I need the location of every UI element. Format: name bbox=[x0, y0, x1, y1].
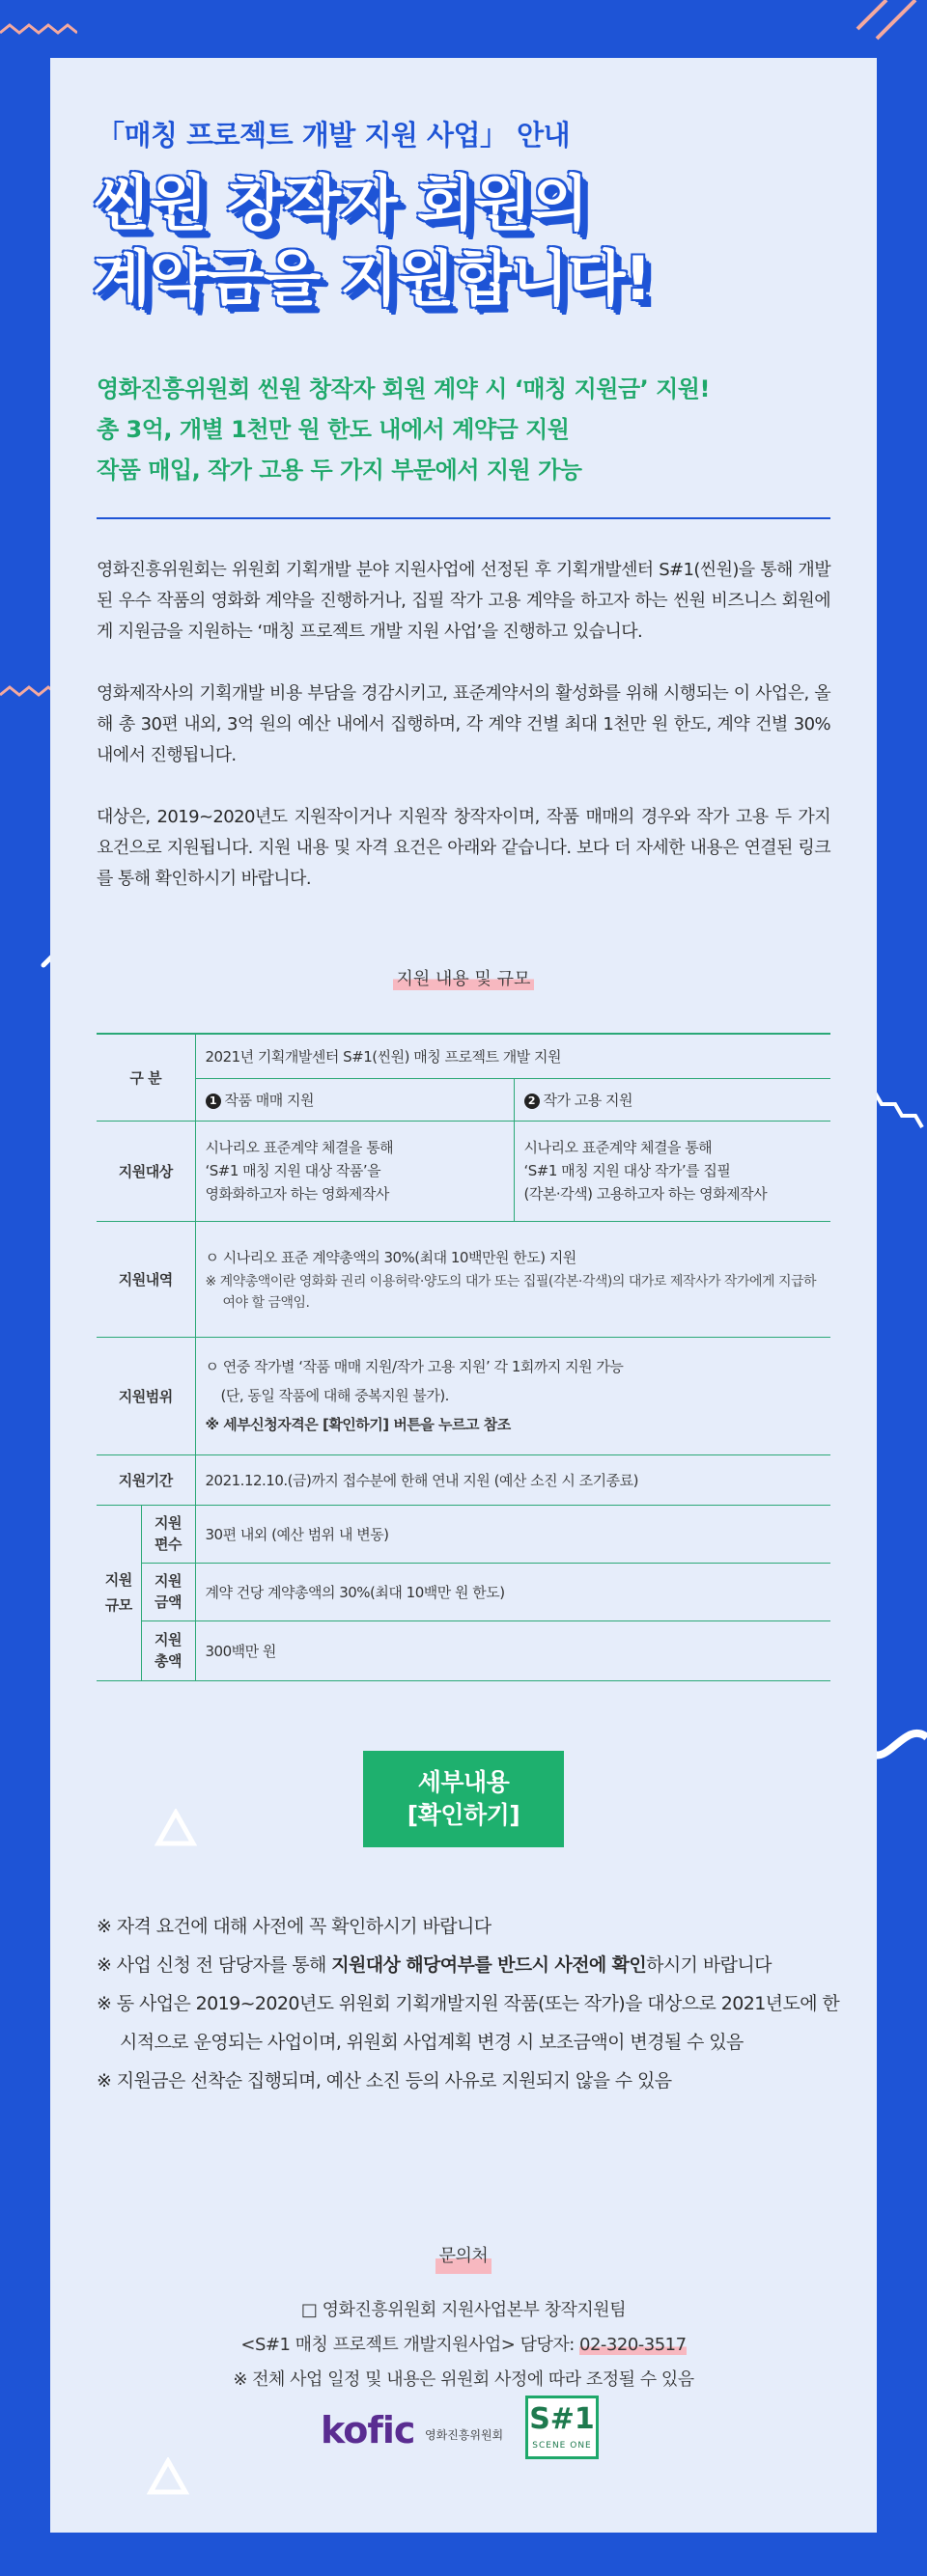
column-title: 작가 고용 지원 bbox=[543, 1091, 632, 1109]
column-header-1 bbox=[195, 1078, 514, 1121]
cell-note: ※ 계약총액이란 영화화 권리 이용허락·양도의 대가 또는 집필(각본·각색)의 대가로 제작사가 작가에게 지급하여야 할 금액임. bbox=[205, 1274, 817, 1311]
cell-line: (단, 동일 작품에 대해 중복지원 불가). bbox=[220, 1387, 449, 1404]
kofic-logo-subtitle: 영화진흥위원회 bbox=[425, 2428, 504, 2442]
phone-number: 02-320-3517 bbox=[579, 2335, 687, 2355]
number-badge-2: 2 bbox=[524, 1094, 540, 1109]
table-row bbox=[97, 1563, 830, 1620]
amount-cell: 계약 건당 계약총액의 30%(최대 10백만 원 한도) bbox=[195, 1563, 830, 1620]
contact-person bbox=[50, 2328, 877, 2363]
title-line-2: 계약금을 지원합니다! bbox=[93, 243, 651, 314]
highlight-line: 영화진흥위원회 씬원 창작자 회원 계약 시 ‘매칭 지원금’ 지원! bbox=[97, 375, 710, 402]
sub-header: 지원 총액 bbox=[141, 1620, 195, 1680]
page-title bbox=[93, 166, 651, 317]
content-cell bbox=[195, 1221, 830, 1337]
target-cell-2 bbox=[514, 1121, 830, 1221]
button-label: [확인하기] bbox=[407, 1801, 520, 1829]
number-badge-1: 1 bbox=[206, 1094, 221, 1109]
details-button[interactable] bbox=[363, 1751, 564, 1847]
decor-triangle-outline bbox=[154, 1809, 197, 1847]
s1-logo bbox=[525, 2396, 599, 2459]
table-row bbox=[97, 1620, 830, 1680]
sub-header: 지원 편수 bbox=[141, 1505, 195, 1563]
highlight-list bbox=[97, 369, 710, 490]
cell-line: ㅇ 시나리오 표준 계약총액의 30%(최대 10백만원 한도) 지원 bbox=[205, 1249, 576, 1266]
contact-note: ※ 전체 사업 일정 및 내용은 위원회 사정에 따라 조정될 수 있음 bbox=[233, 2369, 694, 2390]
notice-item: ※ 자격 요건에 대해 사전에 꼭 확인하시기 바랍니다 bbox=[97, 1916, 492, 1937]
notice-text: ※ 사업 신청 전 담당자를 통해 bbox=[97, 1954, 332, 1976]
s1-logo-subtitle: SCENE ONE bbox=[532, 2441, 592, 2451]
program-name: 2021년 기획개발센터 S#1(씬원) 매칭 프로젝트 개발 지원 bbox=[195, 1034, 830, 1078]
sub-header: 지원 금액 bbox=[141, 1563, 195, 1620]
notice-emphasis: 지원대상 해당여부를 반드시 사전에 확인 bbox=[331, 1954, 647, 1976]
table-row bbox=[97, 1505, 830, 1563]
notice-item: ※ 지원금은 선착순 집행되며, 예산 소진 등의 사유로 지원되지 않을 수 있음 bbox=[97, 2070, 672, 2091]
section-title: 지원 내용 및 규모 bbox=[393, 965, 535, 990]
target-cell-1 bbox=[195, 1121, 514, 1221]
decor-triangle-outline bbox=[147, 2457, 189, 2496]
notice-item: ※ 동 사업은 2019~2020년도 위원회 기획개발지원 작품(또는 작가)을 대상으로 2021년도에 한시적으로 운영되는 사업이며, 위원회 사업계획 변경 시 보조금액이 변경될 수 있음 bbox=[97, 1993, 840, 2053]
highlight-line: 작품 매입, 작가 고용 두 가지 부문에서 지원 가능 bbox=[97, 457, 582, 484]
table-row bbox=[97, 1034, 830, 1078]
cell-line: 시나리오 표준계약 체결을 통해 bbox=[205, 1139, 394, 1156]
cell-line: 시나리오 표준계약 체결을 통해 bbox=[523, 1139, 713, 1156]
contact-section bbox=[50, 2239, 877, 2397]
table-row bbox=[97, 1221, 830, 1337]
section-title: 문의처 bbox=[435, 2239, 492, 2274]
cell-line: 영화화하고자 하는 영화제작사 bbox=[205, 1185, 389, 1203]
table-row bbox=[97, 1454, 830, 1505]
notice-item bbox=[97, 1946, 840, 1984]
notice-list bbox=[97, 1907, 840, 2100]
scope-cell bbox=[195, 1337, 830, 1454]
decor-zigzag-mid-left bbox=[0, 685, 58, 705]
row-header: 지원대상 bbox=[97, 1121, 195, 1221]
period-cell: 2021.12.10.(금)까지 접수분에 한해 연내 지원 (예산 소진 시 조기종료) bbox=[195, 1454, 830, 1505]
table-row bbox=[97, 1121, 830, 1221]
column-title: 작품 매매 지원 bbox=[224, 1091, 314, 1109]
cell-note: ※ 세부신청자격은 [확인하기] 버튼을 누르고 참조 bbox=[205, 1416, 511, 1433]
row-header: 지원범위 bbox=[97, 1337, 195, 1454]
count-cell: 30편 내외 (예산 범위 내 변동) bbox=[195, 1505, 830, 1563]
decor-stripes-top-right bbox=[848, 0, 927, 58]
cell-line: ㅇ 연중 작가별 ‘작품 매매 지원/작가 고용 지원’ 각 1회까지 지원 가능 bbox=[205, 1358, 624, 1375]
support-table bbox=[97, 1033, 830, 1681]
intro-paragraph: 영화진흥위원회는 위원회 기획개발 분야 지원사업에 선정된 후 기획개발센터 S#1(씬원)을 통해 개발된 우수 작품의 영화화 계약을 진행하거나, 집필 작가 고용 계약을 하고자 하는 씬원 비즈니스 회원에게 지원금을 지원하는 ‘매칭 프로젝트 개발 지원 사업’을 진행하고 있습니다. bbox=[97, 560, 830, 642]
intro-paragraph: 영화제작사의 기획개발 비용 부담을 경감시키고, 표준계약서의 활성화를 위해 시행되는 이 사업은, 올해 총 30편 내외, 3억 원의 예산 내에서 집행하며, 각 계약 건별 최대 1천만 원 한도, 계약 건별 30% 내에서 진행됩니다. bbox=[97, 683, 830, 765]
button-label: 세부내용 bbox=[417, 1768, 510, 1796]
row-header: 지원내역 bbox=[97, 1221, 195, 1337]
title-line-1: 씬원 창작자 회원의 bbox=[93, 168, 588, 238]
highlight-line: 총 3억, 개별 1천만 원 한도 내에서 계약금 지원 bbox=[97, 416, 570, 443]
intro-text bbox=[97, 555, 830, 926]
cell-line: ‘S#1 매칭 지원 대상 작가’를 집필 bbox=[523, 1162, 731, 1179]
divider bbox=[97, 517, 830, 519]
logo-area bbox=[321, 2396, 610, 2463]
content-card bbox=[50, 58, 877, 2533]
row-header: 지원 규모 bbox=[97, 1505, 141, 1680]
cell-line: (각본·각색) 고용하고자 하는 영화제작사 bbox=[523, 1185, 768, 1203]
table-row bbox=[97, 1078, 830, 1121]
contact-label: <S#1 매칭 프로젝트 개발지원사업> 담당자: bbox=[240, 2335, 580, 2355]
total-cell: 300백만 원 bbox=[195, 1620, 830, 1680]
kofic-logo: kofic bbox=[321, 2409, 415, 2451]
row-header: 구 분 bbox=[97, 1034, 195, 1121]
contact-team: □ 영화진흥위원회 지원사업본부 창작지원팀 bbox=[300, 2300, 627, 2320]
cell-line: ‘S#1 매칭 지원 대상 작품’을 bbox=[205, 1162, 381, 1179]
sub-heading: 「매칭 프로젝트 개발 지원 사업」 안내 bbox=[97, 119, 571, 152]
column-header-2 bbox=[514, 1078, 830, 1121]
row-header: 지원기간 bbox=[97, 1454, 195, 1505]
s1-logo-text: S#1 bbox=[529, 2402, 595, 2436]
notice-text: 하시기 바랍니다 bbox=[646, 1954, 772, 1976]
table-row bbox=[97, 1337, 830, 1454]
support-section-header bbox=[50, 965, 877, 990]
intro-paragraph: 대상은, 2019~2020년도 지원작이거나 지원작 창작자이며, 작품 매매의 경우와 작가 고용 두 가지 요건으로 지원됩니다. 지원 내용 및 자격 요건은 아래와 같습니다. 보다 더 자세한 내용은 연결된 링크를 통해 확인하시기 바랍니다. bbox=[97, 807, 830, 889]
decor-zigzag-top-left bbox=[0, 23, 77, 42]
